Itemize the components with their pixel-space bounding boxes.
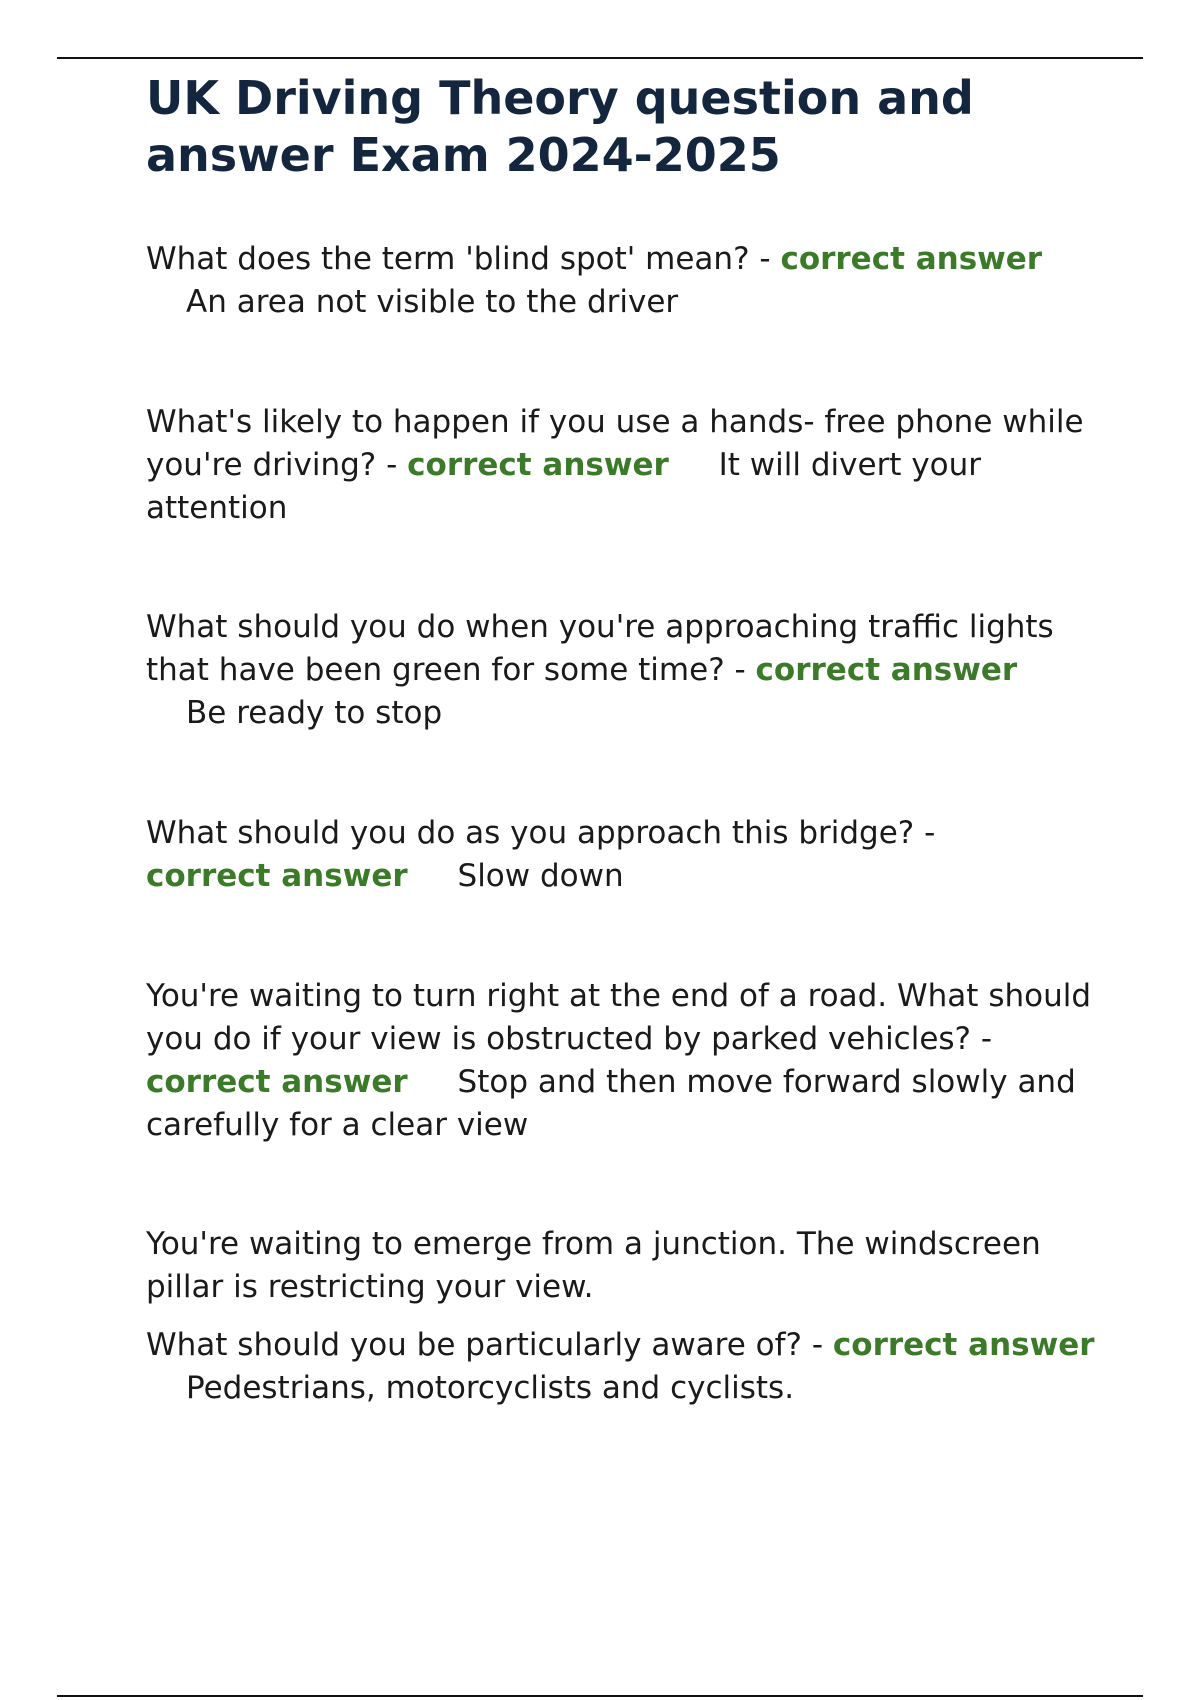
correct-answer-label: correct answer — [146, 858, 408, 894]
answer-text: Stop and then move forward slowly and carefully for a clear view — [146, 1064, 1086, 1143]
qa-item-6-question — [146, 1324, 1096, 1410]
qa-item-5 — [146, 975, 1096, 1147]
answer-text: Slow down — [457, 858, 624, 894]
qa-item-3 — [146, 606, 1096, 735]
qa-item-4 — [146, 812, 1096, 898]
question-text: What should you do as you approach this bridge? - — [146, 815, 936, 851]
qa-item-6 — [146, 1223, 1096, 1309]
bottom-rule — [57, 1695, 1143, 1697]
correct-answer-label: correct answer — [146, 1064, 408, 1100]
question-text: What should you be particularly aware of? - — [146, 1327, 833, 1363]
answer-text: Pedestrians, motorcyclists and cyclists. — [186, 1370, 795, 1406]
answer-text: An area not visible to the driver — [186, 284, 679, 320]
question-text: What should you do when you're approaching traffic lights that have been green for some time? - — [146, 609, 1054, 688]
qa-item-1 — [146, 238, 1096, 324]
question-text: What does the term 'blind spot' mean? - — [146, 241, 781, 277]
qa-item-2 — [146, 401, 1096, 530]
question-text: What's likely to happen if you use a hands- free phone while you're driving? - — [146, 404, 1084, 483]
question-intro-text: You're waiting to emerge from a junction. The windscreen pillar is restricting your view. — [146, 1226, 1041, 1305]
correct-answer-label: correct answer — [832, 1327, 1095, 1363]
page-title: UK Driving Theory question and answer Exam 2024-2025 — [146, 71, 974, 182]
correct-answer-label: correct answer — [407, 447, 669, 483]
answer-text: Be ready to stop — [186, 695, 443, 731]
correct-answer-label: correct answer — [755, 652, 1018, 688]
correct-answer-label: correct answer — [780, 241, 1043, 277]
answer-text: It will divert your attention — [146, 447, 991, 526]
top-rule — [57, 57, 1143, 59]
question-text: You're waiting to turn right at the end of a road. What should you do if your view is obstructed by parked vehicles? - — [146, 978, 1092, 1057]
